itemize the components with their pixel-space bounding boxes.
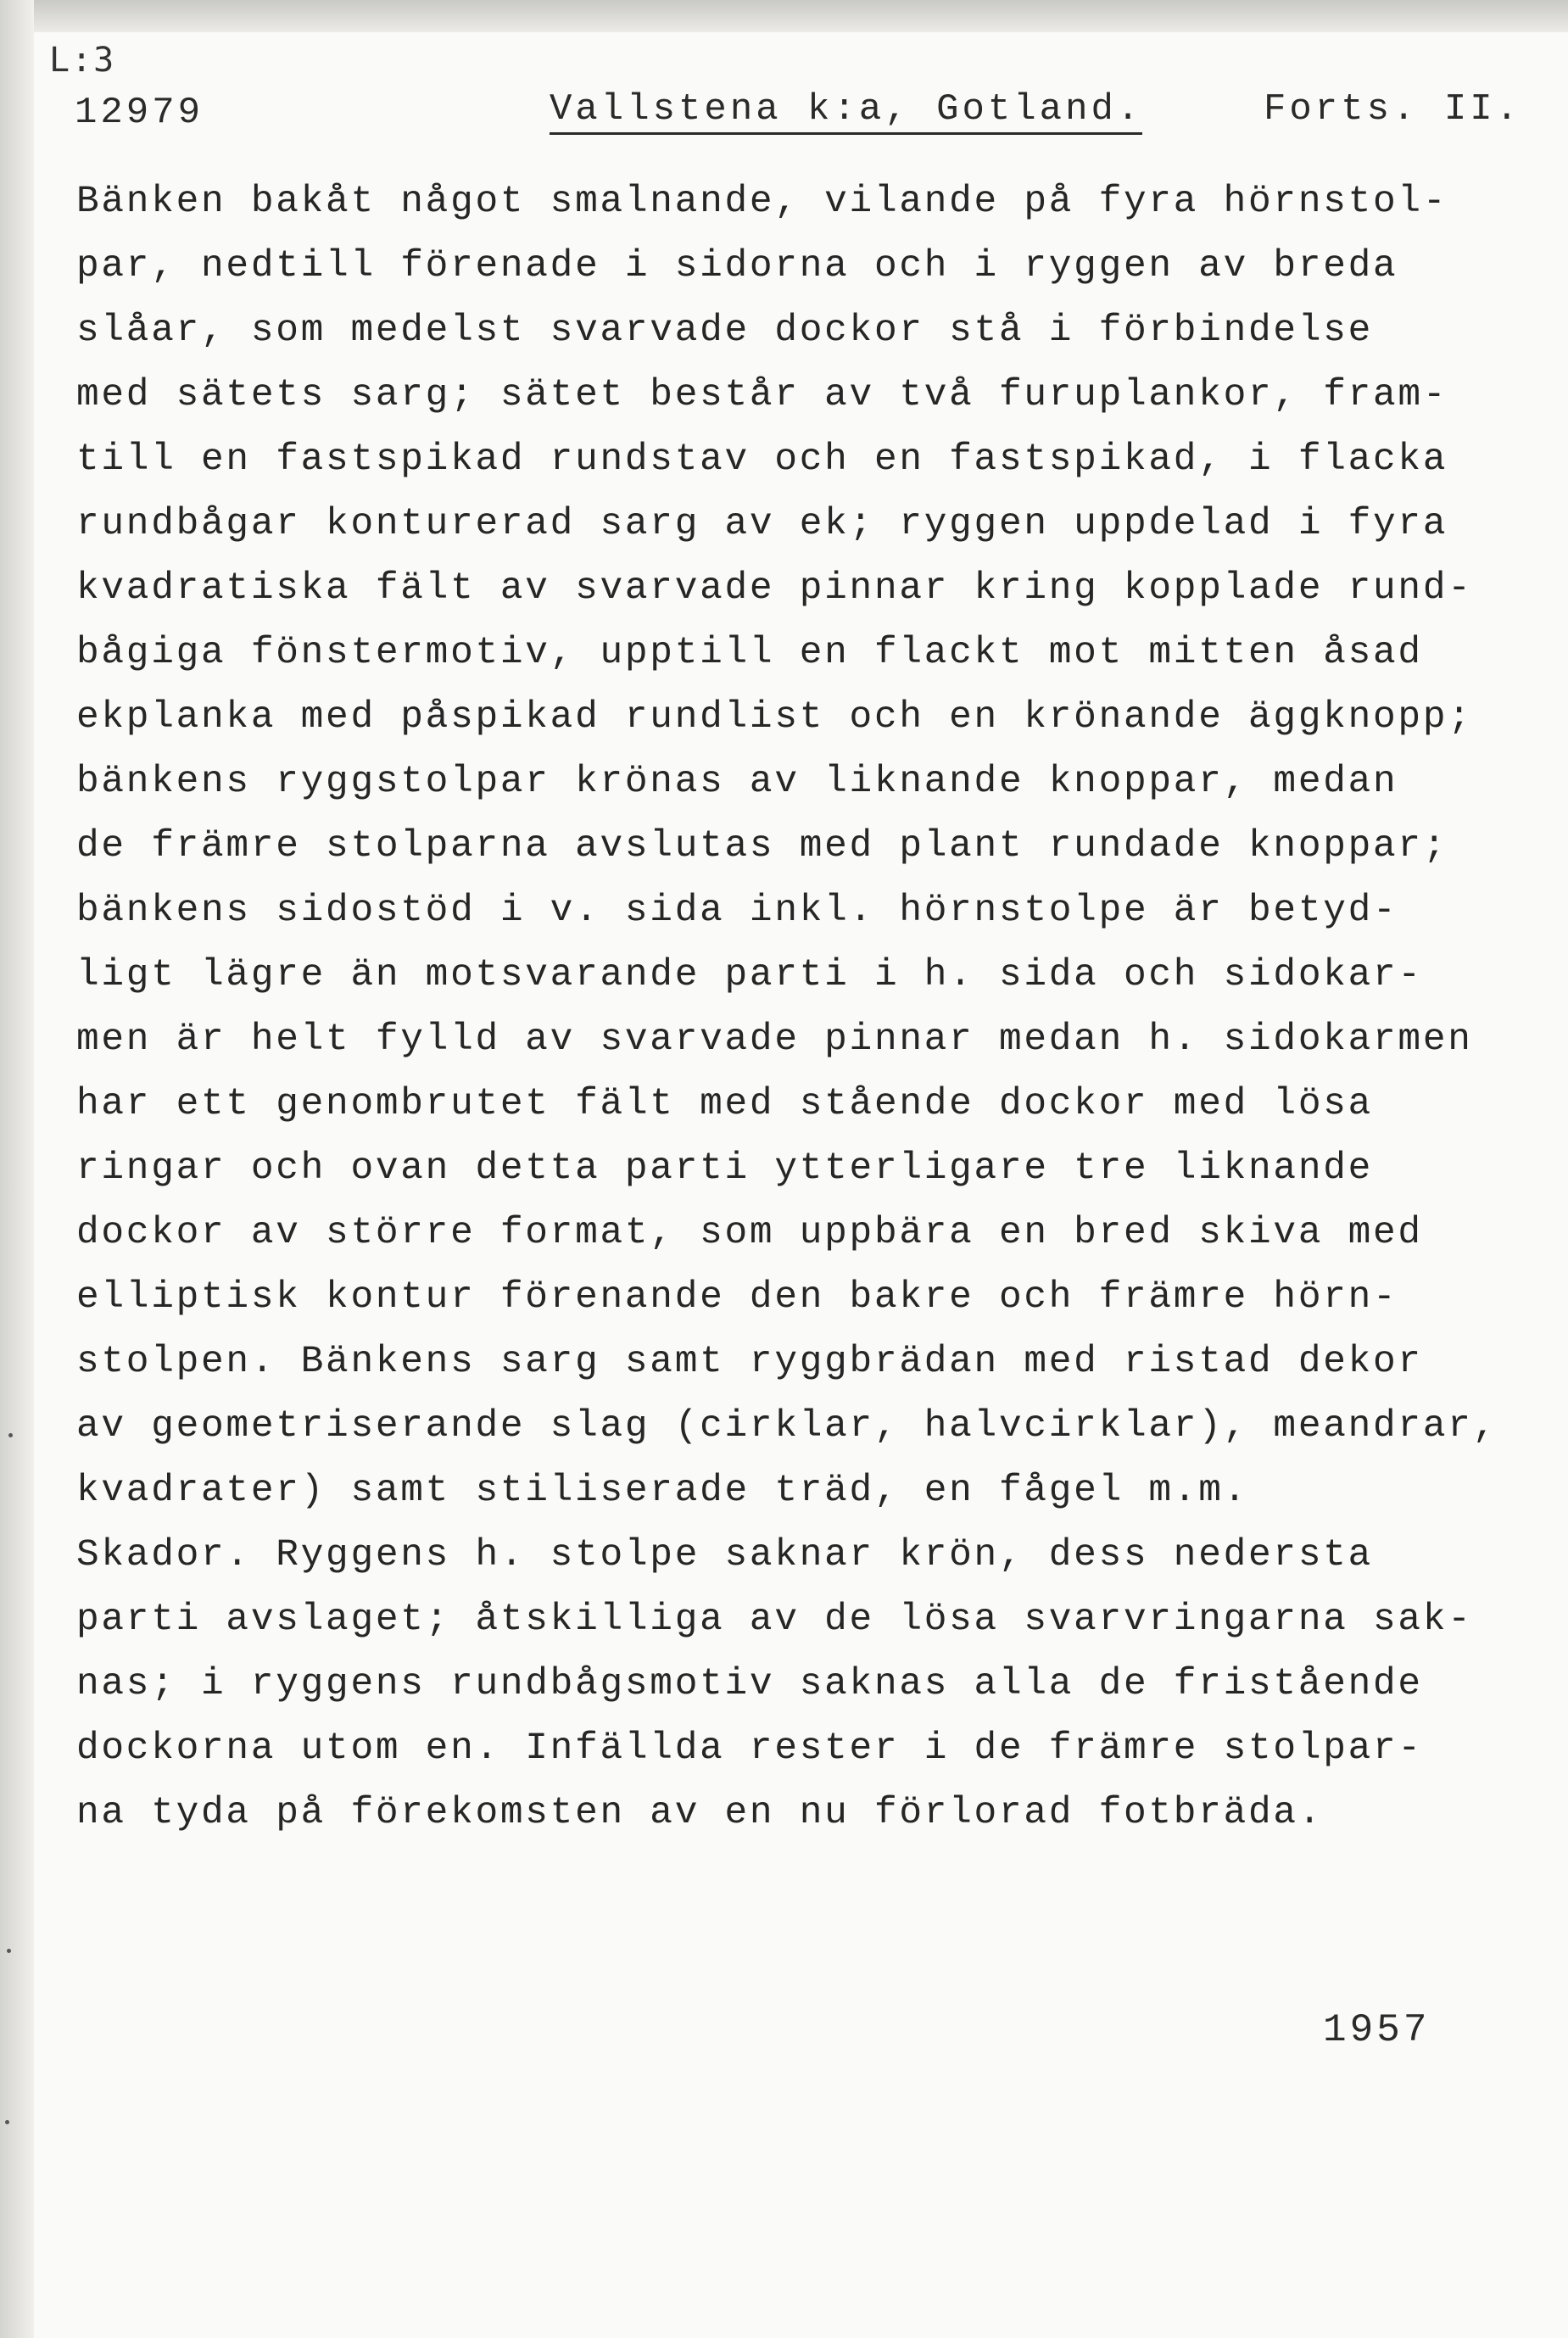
text-line: kvadratiska fält av svarvade pinnar kring kopplade rund- <box>76 567 1473 610</box>
text-line: Bänken bakåt något smalnande, vilande på fyra hörnstol- <box>76 181 1448 223</box>
text-line: rundbågar konturerad sarg av ek; ryggen uppdelad i fyra <box>76 503 1448 545</box>
text-line: av geometriserande slag (cirklar, halvcirklar), meandrar, <box>76 1405 1498 1448</box>
text-line: bänkens sidostöd i v. sida inkl. hörnstolpe är betyd- <box>76 890 1398 932</box>
text-line: elliptisk kontur förenande den bakre och främre hörn- <box>76 1276 1398 1319</box>
text-line: ligt lägre än motsvarande parti i h. sida och sidokar- <box>76 954 1423 996</box>
scan-left-edge <box>0 0 34 2338</box>
text-line: Skador. Ryggens h. stolpe saknar krön, dess nedersta <box>76 1534 1374 1576</box>
scan-speck <box>5 2120 9 2124</box>
shelfmark-annotation: L:3 <box>49 41 116 80</box>
text-line: de främre stolparna avslutas med plant rundade knoppar; <box>76 825 1448 868</box>
text-line: stolpen. Bänkens sarg samt ryggbrädan med ristad dekor <box>76 1341 1423 1383</box>
scan-speck <box>8 1433 13 1437</box>
text-line: kvadrater) samt stiliserade träd, en fågel m.m. <box>76 1470 1249 1512</box>
text-line: ringar och ovan detta parti ytterligare tre liknande <box>76 1147 1374 1190</box>
continuation-marker: Forts. II. <box>1264 88 1522 131</box>
text-line: till en fastspikad rundstav och en fastspikad, i flacka <box>76 438 1448 481</box>
text-line: har ett genombrutet fält med stående dockor med lösa <box>76 1083 1374 1125</box>
text-line: bänkens ryggstolpar krönas av liknande knoppar, medan <box>76 761 1398 803</box>
text-line: slåar, som medelst svarvade dockor stå i förbindelse <box>76 310 1374 352</box>
text-line: par, nedtill förenade i sidorna och i ryggen av breda <box>76 245 1398 287</box>
text-line: na tyda på förekomsten av en nu förlorad fotbräda. <box>76 1792 1324 1834</box>
text-line: med sätets sarg; sätet består av två furuplankor, fram- <box>76 374 1448 416</box>
text-line: parti avslaget; åtskilliga av de lösa svarvringarna sak- <box>76 1599 1473 1641</box>
text-line: men är helt fylld av svarvade pinnar medan h. sidokarmen <box>76 1018 1473 1061</box>
scan-speck <box>7 1949 11 1953</box>
text-line: bågiga fönstermotiv, upptill en flackt mot mitten åsad <box>76 632 1423 674</box>
scan-top-edge <box>0 0 1568 32</box>
text-line: ekplanka med påspikad rundlist och en krönande äggknopp; <box>76 696 1473 739</box>
text-line: nas; i ryggens rundbågsmotiv saknas alla de fristående <box>76 1663 1423 1705</box>
text-line: dockor av större format, som uppbära en bred skiva med <box>76 1212 1423 1254</box>
text-line: dockorna utom en. Infällda rester i de främre stolpar- <box>76 1727 1423 1770</box>
card-year: 1957 <box>1323 2008 1431 2052</box>
card-heading: Vallstena k:a, Gotland. <box>550 88 1142 135</box>
card-body-text <box>76 170 1552 1845</box>
catalog-number: 12979 <box>75 92 204 134</box>
